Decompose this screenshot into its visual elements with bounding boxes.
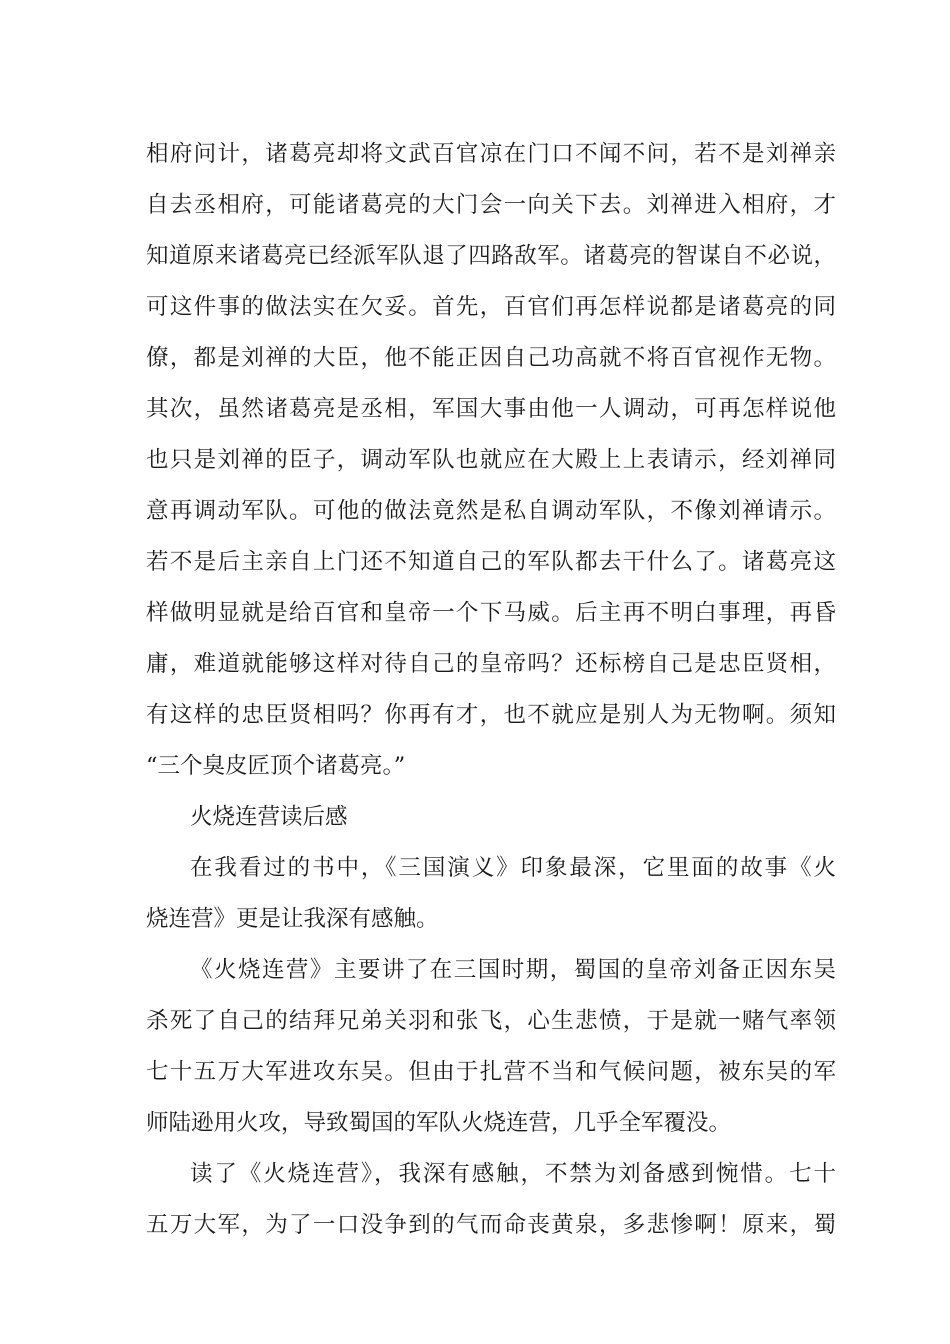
paragraph-line: 意再调动军队。可他的做法竟然是私自调动军队，不像刘禅请示。 (146, 498, 836, 524)
paragraph-line: 也只是刘禅的臣子，调动军队也就应在大殿上上表请示，经刘禅同 (146, 447, 836, 473)
paragraph-line: 可这件事的做法实在欠妥。首先，百官们再怎样说都是诸葛亮的同 (146, 294, 836, 320)
paragraph-line: 有这样的忠臣贤相吗？你再有才，也不就应是别人为无物啊。须知 (146, 702, 836, 728)
paragraph-first-line: 在我看过的书中，《三国演义》印象最深，它里面的故事《火 (190, 855, 836, 881)
paragraph-line: 自去丞相府，可能诸葛亮的大门会一向关下去。刘禅进入相府，才 (146, 192, 836, 218)
paragraph-last-line: “三个臭皮匠顶个诸葛亮。” (146, 753, 406, 779)
paragraph-line: 僚，都是刘禅的大臣，他不能正因自己功高就不将百官视作无物。 (146, 345, 836, 371)
paragraph-line: 样做明显就是给百官和皇帝一个下马威。后主再不明白事理，再昏 (146, 600, 836, 626)
paragraph-line: 庸，难道就能够这样对待自己的皇帝吗？还标榜自己是忠臣贤相， (146, 651, 836, 677)
paragraph-last-line: 师陆逊用火攻，导致蜀国的军队火烧连营，几乎全军覆没。 (146, 1110, 732, 1136)
paragraph-line: 五万大军，为了一口没争到的气而命丧黄泉，多悲惨啊！原来，蜀 (146, 1212, 836, 1238)
paragraph-line: 其次，虽然诸葛亮是丞相，军国大事由他一人调动，可再怎样说他 (146, 396, 836, 422)
paragraph-last-line: 烧连营》更是让我深有感触。 (146, 906, 439, 932)
paragraph-line: 七十五万大军进攻东吴。但由于扎营不当和气候问题，被东吴的军 (146, 1059, 836, 1085)
paragraph-line: 相府问计，诸葛亮却将文武百官凉在门口不闻不问，若不是刘禅亲 (146, 141, 836, 167)
paragraph-first-line: 读了《火烧连营》，我深有感触，不禁为刘备感到惋惜。七十 (190, 1161, 836, 1187)
paragraph-line: 杀死了自己的结拜兄弟关羽和张飞，心生悲愤，于是就一赌气率领 (146, 1008, 836, 1034)
paragraph-line: 知道原来诸葛亮已经派军队退了四路敌军。诸葛亮的智谋自不必说， (146, 243, 836, 269)
section-heading: 火烧连营读后感 (190, 804, 348, 830)
paragraph-first-line: 《火烧连营》主要讲了在三国时期，蜀国的皇帝刘备正因东吴 (190, 957, 836, 983)
paragraph-line: 若不是后主亲自上门还不知道自己的军队都去干什么了。诸葛亮这 (146, 549, 836, 575)
